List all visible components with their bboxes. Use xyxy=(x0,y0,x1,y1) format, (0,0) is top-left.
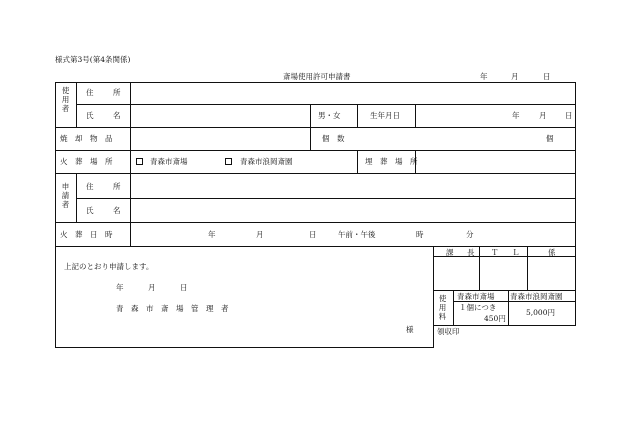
applicant-section-label: 申請者 xyxy=(61,182,70,209)
cremation-minute: 分 xyxy=(466,230,474,239)
cremation-place-label: 火 葬 場 所 xyxy=(60,157,113,166)
burial-place-label: 埋 葬 場 所 xyxy=(365,157,418,166)
cremation-datetime-label: 火 葬 日 時 xyxy=(60,230,113,239)
addressee: 青 森 市 斎 場 管 理 者 xyxy=(116,304,229,313)
cremation-hour: 時 xyxy=(416,230,424,239)
statement-text: 上記のとおり申請します。 xyxy=(64,262,154,271)
office-header-chief: 課 長 xyxy=(446,248,478,257)
birth-year-label: 年 xyxy=(512,111,520,120)
option1-label: 青森市斎場 xyxy=(150,157,188,166)
statement-day: 日 xyxy=(180,283,188,292)
birthdate-label: 生年月日 xyxy=(370,111,400,120)
cremation-year: 年 xyxy=(208,230,216,239)
fee-label: 使用料 xyxy=(438,294,447,321)
fee-header-2: 青森市浪岡斎園 xyxy=(510,292,563,301)
statement-month: 月 xyxy=(148,283,156,292)
user-name-label: 氏 名 xyxy=(86,111,127,120)
fee-header-1: 青森市斎場 xyxy=(457,292,495,301)
cremation-month: 月 xyxy=(256,230,264,239)
cremation-ampm: 午前・午後 xyxy=(338,230,376,239)
applicant-address-label: 住 所 xyxy=(86,182,127,191)
fee-unit-line: １個につき xyxy=(459,303,497,312)
honorific: 様 xyxy=(406,325,414,334)
date-header-year: 年 xyxy=(480,72,488,81)
option1-checkbox[interactable] xyxy=(136,158,143,165)
count-label: 個 数 xyxy=(322,134,345,143)
office-header-staff: 係 xyxy=(548,248,556,257)
user-address-label: 住 所 xyxy=(86,88,127,97)
receipt-stamp-label: 領収印 xyxy=(437,327,460,336)
form-number: 様式第3号(第4条関係) xyxy=(55,55,131,64)
statement-year: 年 xyxy=(116,283,124,292)
fee-value-1: 450円 xyxy=(484,314,506,323)
option2-checkbox[interactable] xyxy=(225,158,232,165)
applicant-name-label: 氏 名 xyxy=(86,206,127,215)
date-header-month: 月 xyxy=(511,72,519,81)
birth-month-label: 月 xyxy=(539,111,547,120)
fee-value-2: 5,000円 xyxy=(526,308,555,317)
birth-day-label: 日 xyxy=(565,111,573,120)
cremation-day: 日 xyxy=(309,230,317,239)
count-unit: 個 xyxy=(546,134,554,143)
user-section-label: 使用者 xyxy=(61,86,70,113)
page-title: 斎場使用許可申請書 xyxy=(283,72,351,81)
option2-label: 青森市浪岡斎園 xyxy=(240,157,293,166)
sex-label: 男・女 xyxy=(318,111,341,120)
date-header-day: 日 xyxy=(543,72,551,81)
items-label: 焼 却 物 品 xyxy=(60,134,113,143)
office-header-tl: Ｔ Ｌ xyxy=(491,248,523,257)
